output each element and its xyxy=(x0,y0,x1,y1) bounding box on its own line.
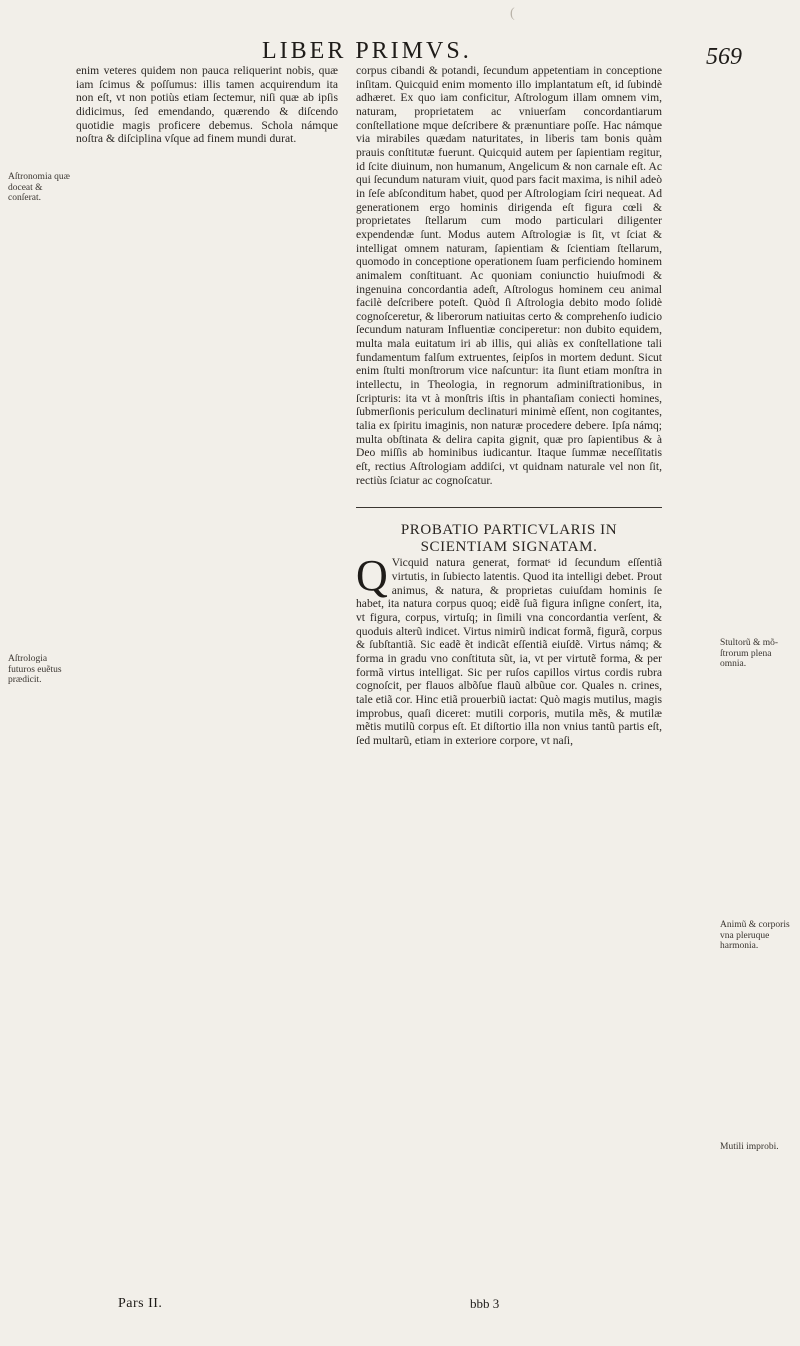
gathering-mark: bbb 3 xyxy=(470,1296,500,1311)
margin-note-right-3: Mutili improbi. xyxy=(720,1142,779,1152)
running-title: LIBER PRIMVS. xyxy=(262,38,472,64)
section-title: PROBATIO PARTICVLARIS IN SCIENTIAM SIGNATAM. xyxy=(356,507,662,556)
signature-mark: Pars II. xyxy=(118,1296,163,1311)
margin-note-right-2: Animũ & corporis vna pleruque harmonia. xyxy=(720,920,790,951)
margin-note-left-2: Aſtrologia futuros euẽtus prædicit. xyxy=(8,654,62,685)
page-corner-mark: ( xyxy=(510,6,515,21)
drop-cap-letter: Q xyxy=(356,551,388,601)
margin-note-right-1: Stultorũ & mõ-ſtrorum plena omnia. xyxy=(720,638,779,669)
page-number: 569 xyxy=(706,44,742,70)
section-paragraph xyxy=(356,551,662,747)
left-text-column xyxy=(76,64,338,1294)
section-paragraph-text: Vicquid natura generat, formatˢ id ſecundum eſſentiã virtutis, in ſubiecto latentis. Quod ita intelligi debet. Prout animus, & natura, & proprietas cuiuſdam hominis ſe habet, ita natura corpus quoq; eidẽ ſuã figura inſigne conſert, ita, vt figura, corpus, virtuſq; in ſimili vna concordantia verſent, & quoduis alterũ indicet. Virtus nimirũ indicat formã, figurã, corpus & ſubſtantiã. Sic eadẽ ẽt indicãt eſſentiã eiuſdẽ. Virtus námq; & forma in gradu vno conſtituta sũt, ia, vt per virtutẽ forma, & per formã virtus intelligat. Sic per ruſos capillos virtus cordis rubra cognoſcit, per flauos albõſue flauũ albũue cor. Quales n. crines, tale etiã cor. Hinc etiã prouerbiũ iactat: Quò magis mutilus, magis improbus, quaſi diceret: mutili corporis, mutila mẽs, & mutilæ mẽtis mutilũ corpus eſt. Et diſtortio illa non vnius tantũ partis eſt, ſed multarũ, etiam in exteriore corpore, vt naſi, xyxy=(356,556,662,747)
margin-note-left-1: Aſtronomia quæ doceat & conſerat. xyxy=(8,172,71,203)
right-paragraph: corpus cibandi & potandi, ſecundum appetentiam in conceptione inſitam. Quicquid enim momento illo implantatum eſt, id ſubindè adhæret. Ex quo iam conficitur, Aſtrologum illam omnem vim, naturam, proprietatem ac vniuerſam concordantiarum conſtellatione mque deſcribere & prænuntiare poſſe. Hac námque via mirabiles quædam naturitates, in liberis tam bonis quàm prauis conſtitutæ fuerunt. Quicquid autem per ſapientiam regitur, id ſcite diuinum, non humanum, Angelicum & non carnale eſt. Ac qui ſecundum naturam viuit, quod pars facit maxima, is nihil adeò in ſeſe abſconditum habet, quod per Aſtrologiam ſciri nequeat. Ad generationem ergo hominis dirigenda eſt figura cœli & proprietates ſtellarum cum modo particulari diligenter expendendæ ſunt. Modus autem Aſtrologiæ is ſit, vt ſciat & intelligat omnem naturam, ſapientiam & ſcientiam ſtellarum, quomodo in conceptione operationem ſuam perficiendo hominem animalem conſtituant. Ac quoniam coniunctio huiuſmodi & ingenuina concordantia adeſt, Aſtrologus hominem ceu animal facilè deſcribere poteſt. Quòd ſi Aſtrologia debito modo ſolidè cognoſceretur, & liberorum natiuitas certo & comprehenſo iudicio ſecundum naturam Influentiæ conciperetur: non dubito equidem, multa mala euitatum iri ab illis, qui aliàs ex conſtellatione tali fundamentum falſum extruentes, ſeipſos in mortem dedunt. Sicut enim ſtulti monſtrorum vice naſcuntur: ita ſiunt etiam monſtra in intellectu, in Theologia, in regnorum adminiſtrationibus, in ſcripturis: ita vt à monſtris iſtis in phantaſiam coniecti homines, ſubmerſionis periculum declinaturi minimè eſſent, non cogitantes, talia ex ſpiritu imaginis, non naturæ procedere debere. Ipſa námq; multa obſtinata & delira capita gignit, quæ pro ſapientibus & à Deo miſſis ab hominibus iudicantur. Itaque ſummæ neceſſitatis eſt, rectius Aſtrologiam addiſci, vt quidnam naturale vel non ſit, rectiùs ſciatur ac cognoſcatur. xyxy=(356,64,662,487)
left-paragraph: enim veteres quidem non pauca reliquerint nobis, quæ iam ſcimus & poſſumus: illis tamen acquirendum ita non eſt, vt non potiùs etiam ſectemur, niſi quæ ab ipſis didicimus, ſed emendando, quærendo & diſcendo quotidie magis proficere debemus. Schola námque noſtra & diſciplina vſque ad finem mundi durat. xyxy=(76,64,338,146)
right-text-column xyxy=(356,64,662,1344)
